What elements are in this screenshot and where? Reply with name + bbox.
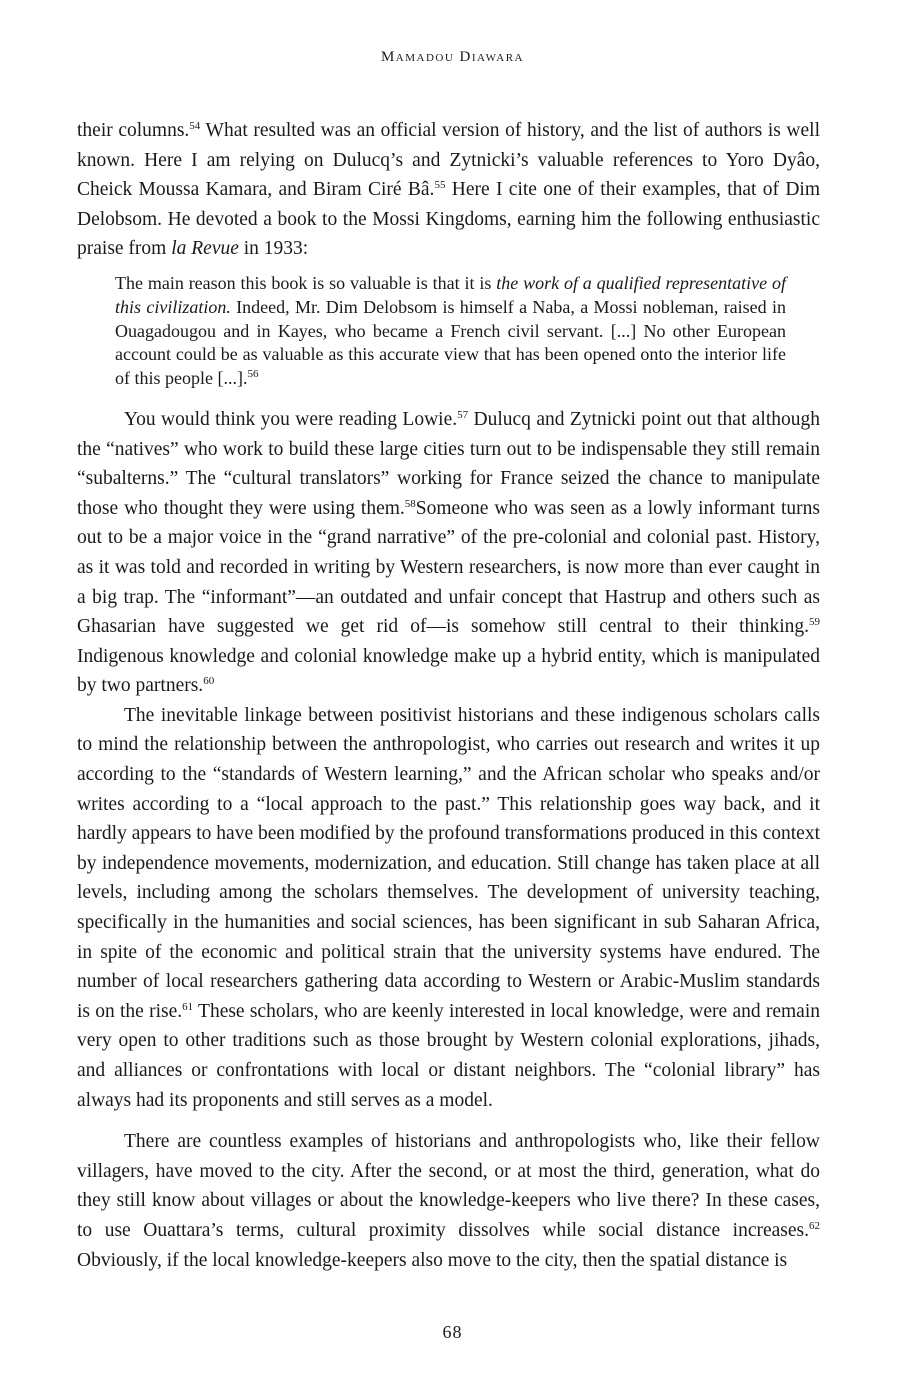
- text-run: What resulted was an official version of history, and the list of authors is well known. Here I am relying on Dulucq’s and Zytnicki’s valuable references to Yoro Dyâo, Cheick Moussa Kamara, and Biram Ciré Bâ.: [77, 120, 820, 201]
- paragraph-4: [77, 1127, 820, 1275]
- text-run: Obviously, if the local knowledge-keepers also move to the city, then the spatial distance is: [77, 1249, 788, 1271]
- footnote-marker: 61: [182, 1000, 194, 1013]
- page-number: 68: [442, 1322, 463, 1342]
- footnote-marker: 58: [404, 497, 416, 510]
- block-quote: [115, 272, 786, 391]
- text-run: The inevitable linkage between positivist historians and these indigenous scholars calls to mind the relationship between the anthropologist, who carries out research and writes it up according to the “standards of Western learning,” and the African scholar who speaks and/or writes according to a “local approach to the past.” This relationship goes way back, and it hardly appears to have been modified by the profound transformations produced in this context by independence movements, modernization, and education. Still change has taken place at all levels, including among the scholars themselves. The development of university teaching, specifically in the humanities and social sciences, has been significant in sub Saharan Africa, in spite of the economic and political strain that the university systems have endured. The number of local researchers gathering data according to Western or Arabic-Muslim standards is on the rise.: [77, 704, 820, 1022]
- text-run: Someone who was seen as a lowly informant turns out to be a major voice in the “grand narrative” of the pre-colonial and colonial past. History, as it was told and recorded in writing by Western researchers, is now more than ever caught in a big trap. The “informant”—an outdated and unfair concept that Hastrup and others such as Ghasarian have suggested we get rid of—is somehow still central to their thinking.: [77, 497, 820, 638]
- text-run: Dulucq and Zytnicki point out that although the “natives” who work to build these large cities turn out to be indispensable they still remain “subalterns.” The “cultural translators” working for France seized the chance to manipulate those who thought they were using them.: [77, 408, 820, 519]
- text-run: their columns.: [77, 120, 190, 141]
- text-run: Indigenous knowledge and colonial knowledge make up a hybrid entity, which is manipulated by two partners.: [77, 645, 820, 697]
- text-run: Indeed, Mr. Dim Delobsom is himself a Naba, a Mossi nobleman, raised in Ouagadougou and in Kayes, who became a French civil servant. [...] No other European account could be as valuable as this accurate view that has been opened onto the interior life of this people [...].: [115, 296, 786, 389]
- footnote-marker: 62: [809, 1219, 820, 1232]
- paragraph-3: [77, 701, 820, 1115]
- running-head: Mamadou Diawara: [380, 49, 525, 65]
- footnote-marker: 54: [189, 120, 201, 132]
- text-run: The main reason this book is so valuable is that it is: [115, 272, 497, 293]
- text-run: in 1933:: [238, 238, 309, 260]
- footnote-marker: 56: [247, 368, 259, 381]
- paragraph-1: [77, 116, 820, 264]
- italic-text: the work of a qualified representative of this civilization.: [115, 272, 786, 317]
- footnote-marker: 60: [203, 675, 215, 688]
- italic-text: la Revue: [171, 238, 239, 260]
- text-run: You would think you were reading Lowie.: [124, 408, 458, 430]
- footnote-marker: 57: [457, 408, 469, 421]
- paragraph-2: [77, 405, 820, 701]
- body-text: [77, 116, 820, 1275]
- text-run: There are countless examples of historians and anthropologists who, like their fellow villagers, have moved to the city. After the second, or at most the third, generation, what do they still know about villages or about the knowledge-keepers who live there? In these cases, to use Ouattara’s terms, cultural proximity dissolves while social distance increases.: [77, 1131, 820, 1241]
- footnote-marker: 55: [434, 179, 446, 192]
- footnote-marker: 59: [809, 616, 820, 629]
- text-run: Here I cite one of their examples, that of Dim Delobsom. He devoted a book to the Mossi Kingdoms, earning him the following enthusiastic praise from: [77, 179, 820, 260]
- text-run: These scholars, who are keenly interested in local knowledge, were and remain very open to other traditions such as those brought by Western colonial explorations, jihads, and alliances or confrontations with local or distant neighbors. The “colonial library” has always had its proponents and still serves as a model.: [77, 1000, 820, 1111]
